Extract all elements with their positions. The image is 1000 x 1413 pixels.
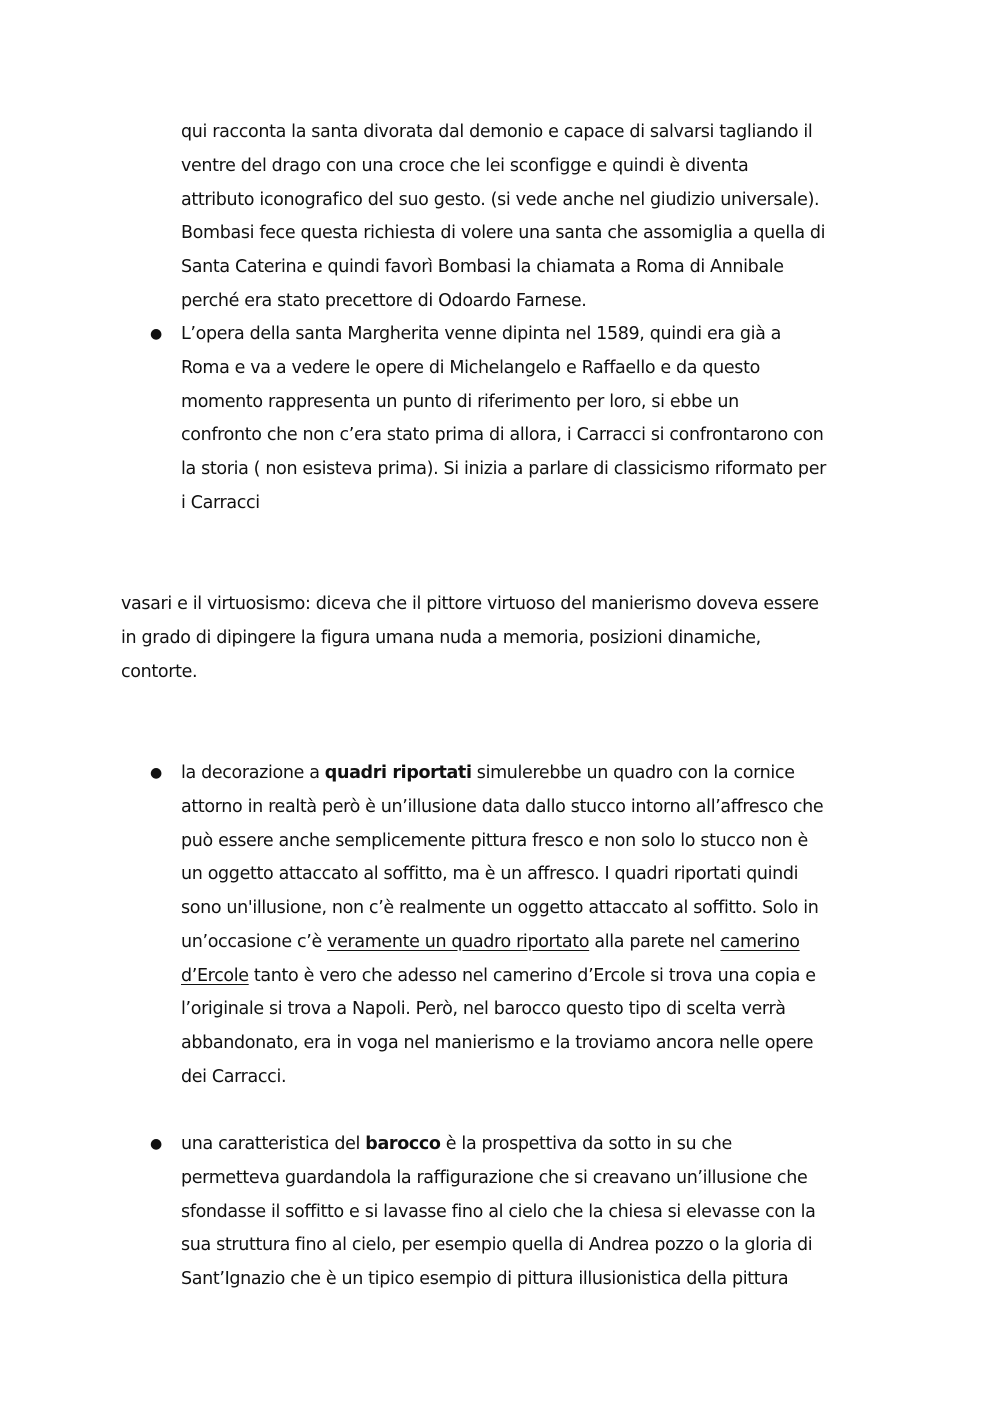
text-run: qui racconta la santa divorata dal demonio e capace di salvarsi tagliando il (181, 122, 813, 142)
text-run: sua struttura fino al cielo, per esempio quella di Andrea pozzo o la gloria di (181, 1235, 813, 1256)
text-line (181, 385, 739, 419)
text-run: è la prospettiva da sotto in su che (440, 1134, 732, 1154)
text-line (181, 452, 826, 486)
text-run: momento rappresenta un punto di riferimento per loro, si ebbe un (181, 391, 739, 412)
text-line (181, 250, 784, 284)
text-run: Roma e va a vedere le opere di Michelangelo e Raffaello e da questo (181, 357, 760, 378)
text-run: abbandonato, era in voga nel manierismo e la troviamo ancora nelle opere (181, 1033, 814, 1053)
text-line (181, 992, 786, 1026)
bold-text: quadri riportati (324, 763, 472, 783)
text-run: permetteva guardandola la raffigurazione che si creavano un’illusione che (181, 1167, 808, 1188)
text-line (181, 115, 812, 149)
text-line (121, 587, 819, 621)
text-line (181, 790, 823, 824)
text-run: la storia ( non esisteva prima). Si inizia a parlare di classicismo riformato per (181, 459, 826, 479)
underlined-text: camerino (720, 931, 800, 952)
text-run: alla parete nel (589, 931, 721, 952)
text-run: una caratteristica del (181, 1134, 366, 1154)
text-line (181, 824, 808, 858)
text-run: Sant’Ignazio che è un tipico esempio di pittura illusionistica della pittura (181, 1269, 789, 1289)
text-line (181, 857, 798, 891)
text-line (181, 891, 818, 925)
text-run: ventre del drago con una croce che lei sconfigge e quindi è diventa (181, 155, 749, 176)
text-line (181, 149, 748, 183)
underlined-text: veramente un quadro riportato (327, 931, 590, 952)
text-run: tanto è vero che adesso nel camerino d’Ercole si trova una copia e (248, 965, 816, 986)
bullet-marker: ● (150, 765, 163, 781)
text-run: Santa Caterina e quindi favorì Bombasi la chiamata a Roma di Annibale (181, 257, 784, 277)
text-line (181, 1127, 732, 1161)
text-line (181, 1228, 812, 1262)
text-line (181, 1060, 286, 1094)
text-line (181, 1262, 788, 1296)
text-run: in grado di dipingere la figura umana nuda a memoria, posizioni dinamiche, (121, 627, 761, 648)
text-line (181, 756, 795, 790)
text-line (181, 284, 587, 318)
text-run: attorno in realtà però è un’illusione data dallo stucco intorno all’affresco che (181, 796, 824, 817)
bold-text: barocco (365, 1134, 441, 1154)
text-run: contorte. (121, 661, 198, 682)
text-run: la decorazione a (181, 763, 325, 783)
text-line (181, 216, 825, 250)
text-line (181, 1026, 813, 1060)
text-line (181, 1195, 816, 1229)
text-line (181, 351, 760, 385)
text-run: sfondasse il soffitto e si lavasse fino al cielo che la chiesa si elevasse con la (181, 1201, 816, 1222)
text-run: Bombasi fece questa richiesta di volere una santa che assomiglia a quella di (181, 223, 826, 244)
text-run: confronto che non c’era stato prima di allora, i Carracci si confrontarono con (181, 425, 824, 446)
text-line (181, 183, 819, 217)
text-run: un’occasione c’è (181, 931, 328, 952)
text-run: può essere anche semplicemente pittura fresco e non solo lo stucco non è (181, 830, 808, 851)
text-line (181, 317, 781, 351)
text-run: dei Carracci. (181, 1066, 287, 1087)
text-run: perché era stato precettore di Odoardo Farnese. (181, 290, 587, 311)
text-run: sono un'illusione, non c’è realmente un oggetto attaccato al soffitto. Solo in (181, 898, 819, 918)
text-run: i Carracci (181, 492, 260, 513)
text-run: vasari e il virtuosismo: diceva che il pittore virtuoso del manierismo doveva essere (121, 594, 819, 614)
text-line (181, 486, 260, 520)
underlined-text: d’Ercole (181, 965, 249, 986)
bullet-marker: ● (150, 1136, 163, 1152)
text-line (121, 655, 197, 689)
text-run: attributo iconografico del suo gesto. (si vede anche nel giudizio universale). (181, 189, 820, 210)
bullet-marker: ● (150, 326, 163, 342)
text-run: L’opera della santa Margherita venne dipinta nel 1589, quindi era già a (181, 324, 782, 344)
text-line (121, 621, 761, 655)
text-run: simulerebbe un quadro con la cornice (471, 763, 795, 783)
text-run: l’originale si trova a Napoli. Però, nel barocco questo tipo di scelta verrà (181, 999, 786, 1020)
text-line (181, 1161, 807, 1195)
text-line (181, 959, 816, 993)
text-run: un oggetto attaccato al soffitto, ma è un affresco. I quadri riportati quindi (181, 864, 799, 885)
text-line (181, 418, 823, 452)
text-line (181, 925, 800, 959)
